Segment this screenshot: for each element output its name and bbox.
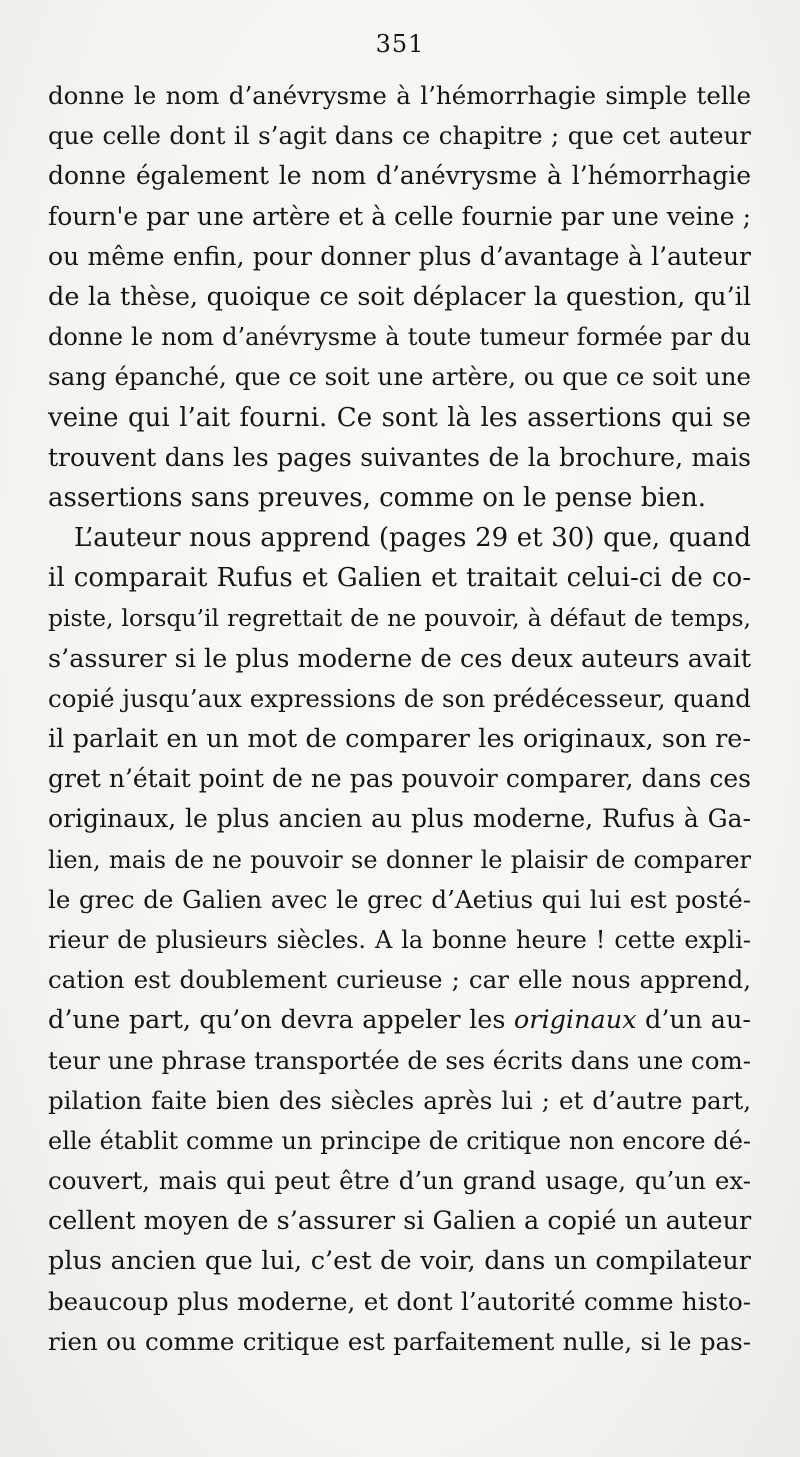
text-line: originaux, le plus ancien au plus moderne, Rufus à Ga- (48, 804, 751, 834)
text-line: que celle dont il s’agit dans ce chapitre ; que cet auteur (48, 121, 751, 151)
text-line: donne le nom d’anévrysme à toute tumeur formée par du (48, 323, 751, 352)
body-text (48, 76, 751, 1362)
text-line: lien, mais de ne pouvoir se donner le plaisir de comparer (48, 845, 751, 874)
text-line: ou même enfin, pour donner plus d’avantage à l’auteur (48, 241, 751, 271)
text-line: rien ou comme critique est parfaitement nulle, si le pas- (48, 1326, 751, 1356)
text-line: de la thèse, quoique ce soit déplacer la question, qu’il (48, 281, 751, 312)
text-line: teur une phrase transportée de ses écrits dans une com- (48, 1045, 752, 1075)
text-line: couvert, mais qui peut être d’un grand usage, qu’un ex- (48, 1166, 751, 1196)
text-line: piste, lorsqu’il regrettait de ne pouvoir, à défaut de temps, (48, 604, 751, 633)
text-line: gret n’était point de ne pas pouvoir comparer, dans ces (48, 764, 751, 794)
text-line: cellent moyen de s’assurer si Galien a copié un auteur (48, 1206, 752, 1237)
text-line: s’assurer si le plus moderne de ces deux auteurs avait (48, 643, 751, 674)
text-line-with-italic (48, 1000, 751, 1040)
text-line: donne le nom d’anévrysme à l’hémorrhagie simple telle (48, 81, 751, 110)
text-line: beaucoup plus moderne, et dont l’autorité comme histo- (48, 1286, 751, 1316)
text-line: donne également le nom d’anévrysme à l’hémorrhagie (48, 161, 751, 191)
paragraph-end-line: assertions sans preuves, comme on le pense bien. (48, 482, 707, 513)
page-number: 351 (375, 30, 425, 58)
text-line: pilation faite bien des siècles après lui ; et d’autre part, (48, 1085, 751, 1115)
paragraph-start-line: L’auteur nous apprend (pages 29 et 30) que, quand (74, 523, 751, 554)
line-segment: d’une part, qu’on devra appeler les (48, 1005, 514, 1036)
text-line: sang épanché, que ce soit une artère, ou que ce soit une (48, 362, 751, 392)
text-line: il comparait Rufus et Galien et traitait celui-ci de co- (48, 563, 751, 594)
text-line: le grec de Galien avec le grec d’Aetius qui lui est posté- (48, 884, 751, 914)
text-line: fourn'e par une artère et à celle fournie par une veine ; (48, 201, 751, 231)
text-line: plus ancien que lui, c’est de voir, dans un compilateur (48, 1246, 751, 1277)
text-line: rieur de plusieurs siècles. A la bonne heure ! cette expli- (48, 925, 751, 954)
text-line: elle établit comme un principe de critique non encore dé- (48, 1126, 751, 1155)
text-line: trouvent dans les pages suivantes de la brochure, mais (48, 442, 751, 472)
line-segment: d’un au- (636, 1005, 752, 1036)
text-line: cation est doublement curieuse ; car elle nous apprend, (48, 965, 751, 995)
italic-word: originaux (513, 1005, 637, 1036)
text-line: veine qui l’ait fourni. Ce sont là les assertions qui se (48, 402, 751, 433)
text-line: il parlait en un mot de comparer les originaux, son re- (48, 724, 751, 754)
text-line: copié jusqu’aux expressions de son prédécesseur, quand (48, 683, 751, 713)
